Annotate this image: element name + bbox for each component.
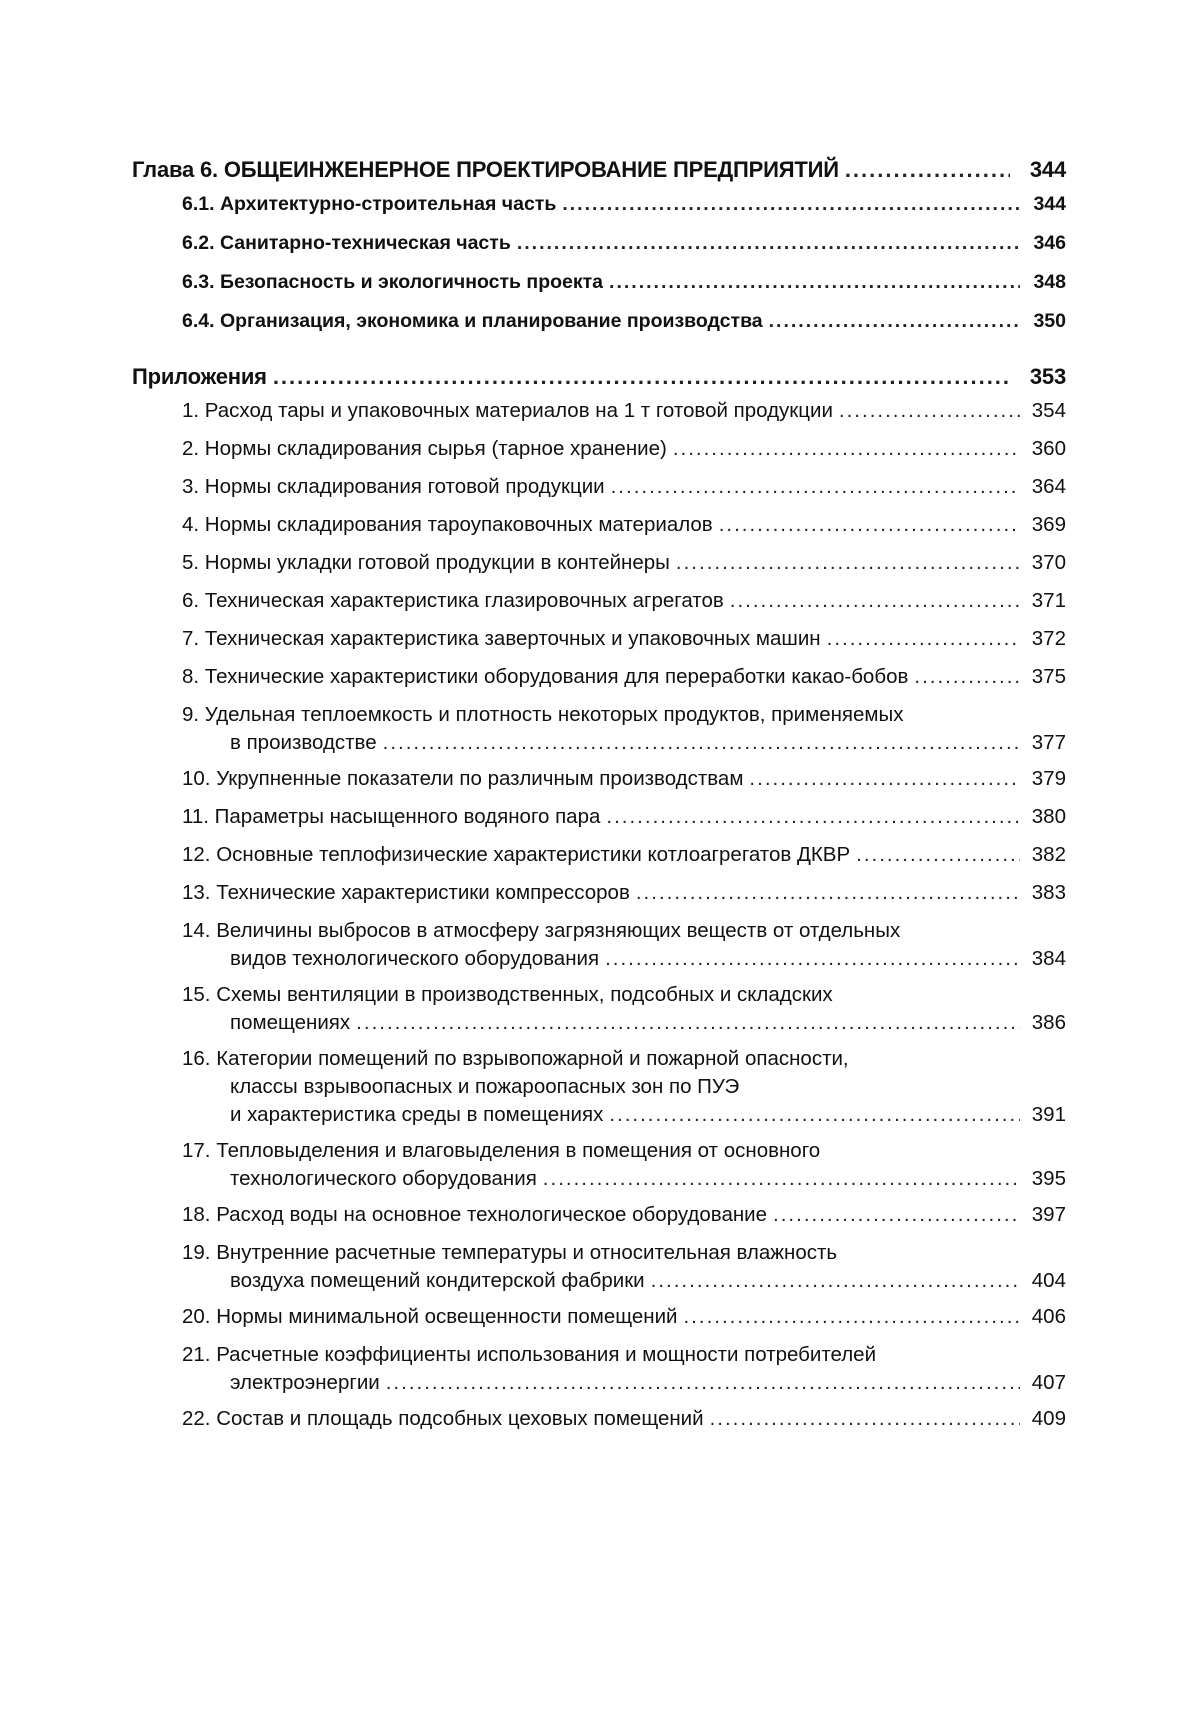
entry-title: 6.3. Безопасность и экологичность проекта (182, 271, 604, 293)
toc-entry (132, 268, 1066, 296)
chapter-title: Глава 6. ОБЩЕИНЖЕНЕРНОЕ ПРОЕКТИРОВАНИЕ ПРЕДПРИЯТИЙ (132, 157, 839, 182)
entry-title: 19. Внутренние расчетные температуры и относительная влажность (182, 1241, 838, 1264)
appendix-entry (132, 1341, 1066, 1397)
dot-leader (673, 435, 1020, 463)
entry-title-continued: помещениях (230, 1011, 351, 1034)
appendix-entry (132, 549, 1066, 577)
appendix-entry (132, 511, 1066, 539)
entry-title: 4. Нормы складирования тароупаковочных материалов (182, 513, 713, 536)
entry-title: 15. Схемы вентиляции в производственных, подсобных и складских (182, 983, 833, 1006)
entry-page: 372 (1031, 627, 1066, 650)
dot-leader (356, 1009, 1020, 1037)
entry-page: 375 (1031, 665, 1066, 688)
entry-title-continued: классы взрывоопасных и пожароопасных зон по ПУЭ (230, 1075, 740, 1098)
dot-leader (517, 229, 1020, 257)
dot-leader (383, 729, 1020, 757)
dot-leader (562, 190, 1020, 218)
dot-leader (839, 397, 1020, 425)
entry-page: 346 (1033, 232, 1066, 254)
appendix-entry (132, 435, 1066, 463)
entry-page: 377 (1031, 731, 1066, 754)
dot-leader (273, 357, 1010, 397)
entry-title: 3. Нормы складирования готовой продукции (182, 475, 605, 498)
entry-page: 344 (1033, 193, 1066, 215)
entry-page: 379 (1031, 767, 1066, 790)
entry-title: 17. Тепловыделения и влаговыделения в помещения от основного (182, 1139, 821, 1162)
entry-title: 22. Состав и площадь подсобных цеховых помещений (182, 1407, 704, 1430)
dot-leader (769, 307, 1020, 335)
dot-leader (914, 663, 1020, 691)
entry-page: 383 (1031, 881, 1066, 904)
entry-title-continued: электроэнергии (230, 1371, 380, 1394)
entry-title: 8. Технические характеристики оборудования для переработки какао-бобов (182, 665, 909, 688)
entry-title-continued: воздуха помещений кондитерской фабрики (230, 1269, 645, 1292)
toc-entry (132, 190, 1066, 218)
entry-title: 6.4. Организация, экономика и планирование производства (182, 310, 763, 332)
entry-page: 371 (1031, 589, 1066, 612)
table-of-contents (132, 150, 1066, 1443)
appendix-entry (132, 1303, 1066, 1331)
appendix-entry (132, 1201, 1066, 1229)
dot-leader (827, 625, 1020, 653)
entry-title-continued: видов технологического оборудования (230, 947, 600, 970)
entry-page: 395 (1031, 1167, 1066, 1190)
appendix-entry (132, 917, 1066, 973)
entry-page: 386 (1031, 1011, 1066, 1034)
entry-page: 360 (1031, 437, 1066, 460)
dot-leader (611, 473, 1020, 501)
dot-leader (730, 587, 1020, 615)
entry-page: 354 (1031, 399, 1066, 422)
dot-leader (719, 511, 1020, 539)
entry-title: 12. Основные теплофизические характеристики котлоагрегатов ДКВР (182, 843, 851, 866)
entry-title: 7. Техническая характеристика заверточных и упаковочных машин (182, 627, 821, 650)
entry-page: 382 (1031, 843, 1066, 866)
entry-title: 9. Удельная теплоемкость и плотность некоторых продуктов, применяемых (182, 703, 904, 726)
entry-title: 18. Расход воды на основное технологическое оборудование (182, 1203, 768, 1226)
entry-title-continued: и характеристика среды в помещениях (230, 1103, 604, 1126)
entry-title-continued: в производстве (230, 731, 377, 754)
appendices-heading (132, 357, 1066, 397)
dot-leader (856, 841, 1020, 869)
entry-title: 2. Нормы складирования сырья (тарное хранение) (182, 437, 667, 460)
appendix-entry (132, 701, 1066, 757)
entry-title: 21. Расчетные коэффициенты использования и мощности потребителей (182, 1343, 877, 1366)
entry-page: 406 (1031, 1305, 1066, 1328)
dot-leader (609, 1101, 1020, 1129)
entry-page: 348 (1033, 271, 1066, 293)
dot-leader (749, 765, 1020, 793)
entry-page: 407 (1031, 1371, 1066, 1394)
entry-page: 404 (1031, 1269, 1066, 1292)
entry-title: 14. Величины выбросов в атмосферу загрязняющих веществ от отдельных (182, 919, 901, 942)
entry-page: 364 (1031, 475, 1066, 498)
entry-title: 5. Нормы укладки готовой продукции в контейнеры (182, 551, 670, 574)
appendix-entry (132, 1137, 1066, 1193)
entry-title: 10. Укрупненные показатели по различным производствам (182, 767, 744, 790)
dot-leader (651, 1267, 1020, 1295)
dot-leader (606, 803, 1020, 831)
dot-leader (605, 945, 1020, 973)
appendix-entry (132, 879, 1066, 907)
appendix-entry (132, 625, 1066, 653)
appendix-entry (132, 587, 1066, 615)
dot-leader (386, 1369, 1020, 1397)
entry-title: 13. Технические характеристики компрессоров (182, 881, 630, 904)
entry-page: 370 (1031, 551, 1066, 574)
entry-title: 6.2. Санитарно-техническая часть (182, 232, 511, 254)
dot-leader (845, 150, 1010, 190)
entry-page: 384 (1031, 947, 1066, 970)
entry-title-continued: технологического оборудования (230, 1167, 537, 1190)
entry-page: 397 (1031, 1203, 1066, 1226)
dot-leader (683, 1303, 1020, 1331)
appendix-entry (132, 981, 1066, 1037)
appendix-entry (132, 841, 1066, 869)
entry-title: 20. Нормы минимальной освещенности помещений (182, 1305, 678, 1328)
entry-title: 1. Расход тары и упаковочных материалов на 1 т готовой продукции (182, 399, 833, 422)
appendix-entry (132, 1239, 1066, 1295)
chapter-heading (132, 150, 1066, 190)
appendices-title: Приложения (132, 364, 267, 389)
dot-leader (710, 1405, 1020, 1433)
entry-title: 6. Техническая характеристика глазировочных агрегатов (182, 589, 724, 612)
appendix-entry (132, 397, 1066, 425)
appendices-page: 353 (1029, 364, 1066, 389)
appendix-entry (132, 1405, 1066, 1433)
entry-title: 16. Категории помещений по взрывопожарной и пожарной опасности, (182, 1047, 849, 1070)
toc-entry (132, 307, 1066, 335)
dot-leader (543, 1165, 1020, 1193)
dot-leader (636, 879, 1020, 907)
entry-title: 11. Параметры насыщенного водяного пара (182, 805, 601, 828)
entry-title: 6.1. Архитектурно-строительная часть (182, 193, 557, 215)
entry-page: 369 (1031, 513, 1066, 536)
appendix-entry (132, 765, 1066, 793)
dot-leader (609, 268, 1020, 296)
dot-leader (676, 549, 1020, 577)
chapter-page: 344 (1029, 157, 1066, 182)
appendix-entry (132, 663, 1066, 691)
entry-page: 409 (1031, 1407, 1066, 1430)
dot-leader (773, 1201, 1020, 1229)
entry-page: 391 (1031, 1103, 1066, 1126)
toc-entry (132, 229, 1066, 257)
appendix-entry (132, 803, 1066, 831)
entry-page: 380 (1031, 805, 1066, 828)
appendix-entry (132, 473, 1066, 501)
appendix-entry (132, 1045, 1066, 1129)
entry-page: 350 (1033, 310, 1066, 332)
